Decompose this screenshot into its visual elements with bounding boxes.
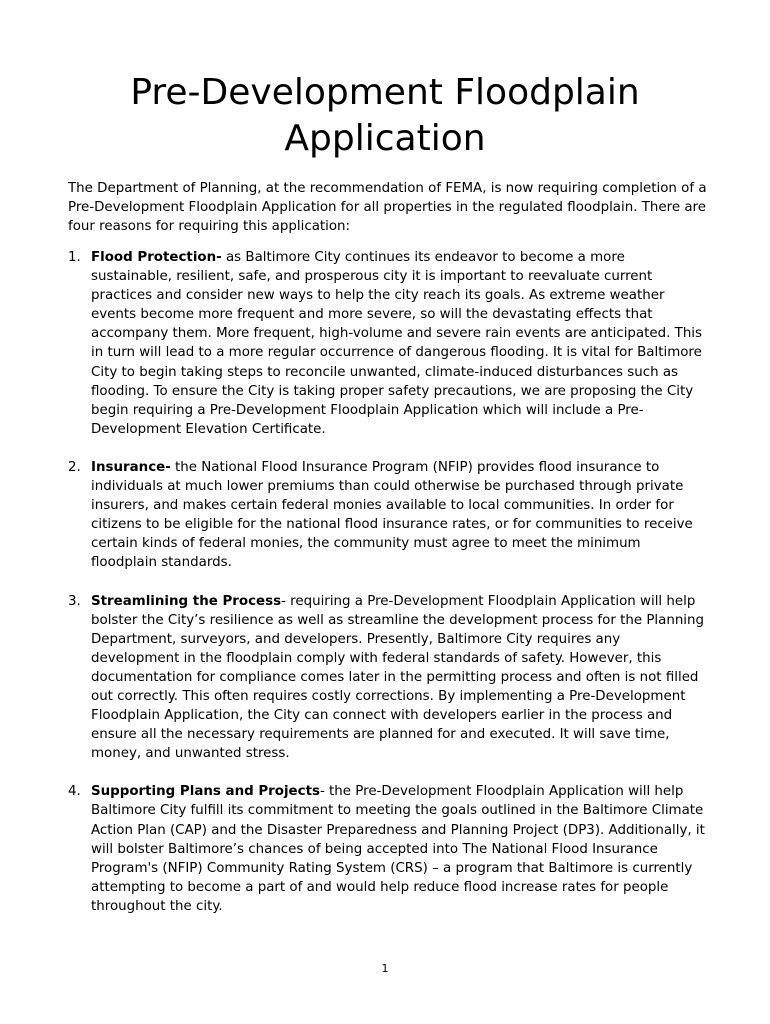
reason-text: the National Flood Insurance Program (NFIP) provides flood insurance to individuals at much lower premiums than could otherwise be purchased through private insurers, and makes certain federal monies available to local communities. In order for citizens to be eligible for the national flood insurance rates, or for communities to receive certain kinds of federal monies, the community must agree to meet the minimum floodplain standards. xyxy=(91,459,693,571)
reason-heading: Insurance- xyxy=(91,459,171,475)
reason-text: as Baltimore City continues its endeavor to become a more sustainable, resilient, safe, and prosperous city it is important to reevaluate current practices and consider new ways to help the city reach its goals. As extreme weather events become more frequent and more severe, so will the devastating effects that accompany them. More frequent, high-volume and severe rain events are anticipated. This in turn will lead to a more regular occurrence of dangerous flooding. It is vital for Baltimore City to begin taking steps to reconcile unwanted, climate-induced disturbances such as flooding. To ensure the City is taking proper safety precautions, we are proposing the City begin requiring a Pre-Development Floodplain Application which will include a Pre-Development Elevation Certificate. xyxy=(91,250,702,437)
reason-item-flood-protection xyxy=(68,248,708,439)
intro-paragraph: The Department of Planning, at the recommendation of FEMA, is now requiring completion of a Pre-Development Floodplain Application for all properties in the regulated floodplain. There are four reasons for requiring this application: xyxy=(68,181,707,234)
page-title xyxy=(0,70,770,162)
reason-text: - the Pre-Development Floodplain Application will help Baltimore City fulfill its commitment to meeting the goals outlined in the Baltimore Climate Action Plan (CAP) and the Disaster Preparedness and Planning Project (DP3). Additionally, it will bolster Baltimore’s chances of being accepted into The National Flood Insurance Program's (NFIP) Community Rating System (CRS) – a program that Baltimore is currently attempting to become a part of and would help reduce flood increase rates for people throughout the city. xyxy=(91,784,705,914)
reason-text: - requiring a Pre-Development Floodplain Application will help bolster the City’s resilience as well as streamline the development process for the Planning Department, surveyors, and developers. Presently, Baltimore City requires any development in the floodplain comply with federal standards of safety. However, this documentation for compliance comes later in the permitting process and often is not filled out correctly. This often requires costly corrections. By implementing a Pre-Development Floodplain Application, the City can connect with developers earlier in the process and ensure all the necessary requirements are planned for and executed. It will save time, money, and unwanted stress. xyxy=(91,593,705,762)
reason-number: 3. xyxy=(68,593,81,609)
title-line-2: Application xyxy=(284,118,486,159)
reason-heading: Flood Protection- xyxy=(91,250,222,265)
reason-item-insurance xyxy=(68,458,708,573)
reason-number: 1. xyxy=(68,250,81,265)
reason-heading: Supporting Plans and Projects xyxy=(91,784,320,800)
page-number: 1 xyxy=(381,962,389,975)
reason-item-streamlining xyxy=(68,592,708,764)
reason-number: 2. xyxy=(68,459,81,475)
reason-number: 4. xyxy=(68,784,81,800)
title-line-1: Pre-Development Floodplain xyxy=(130,72,640,113)
reason-item-supporting-plans xyxy=(68,782,708,916)
reasons-list xyxy=(68,248,708,935)
reason-heading: Streamlining the Process xyxy=(91,593,282,609)
